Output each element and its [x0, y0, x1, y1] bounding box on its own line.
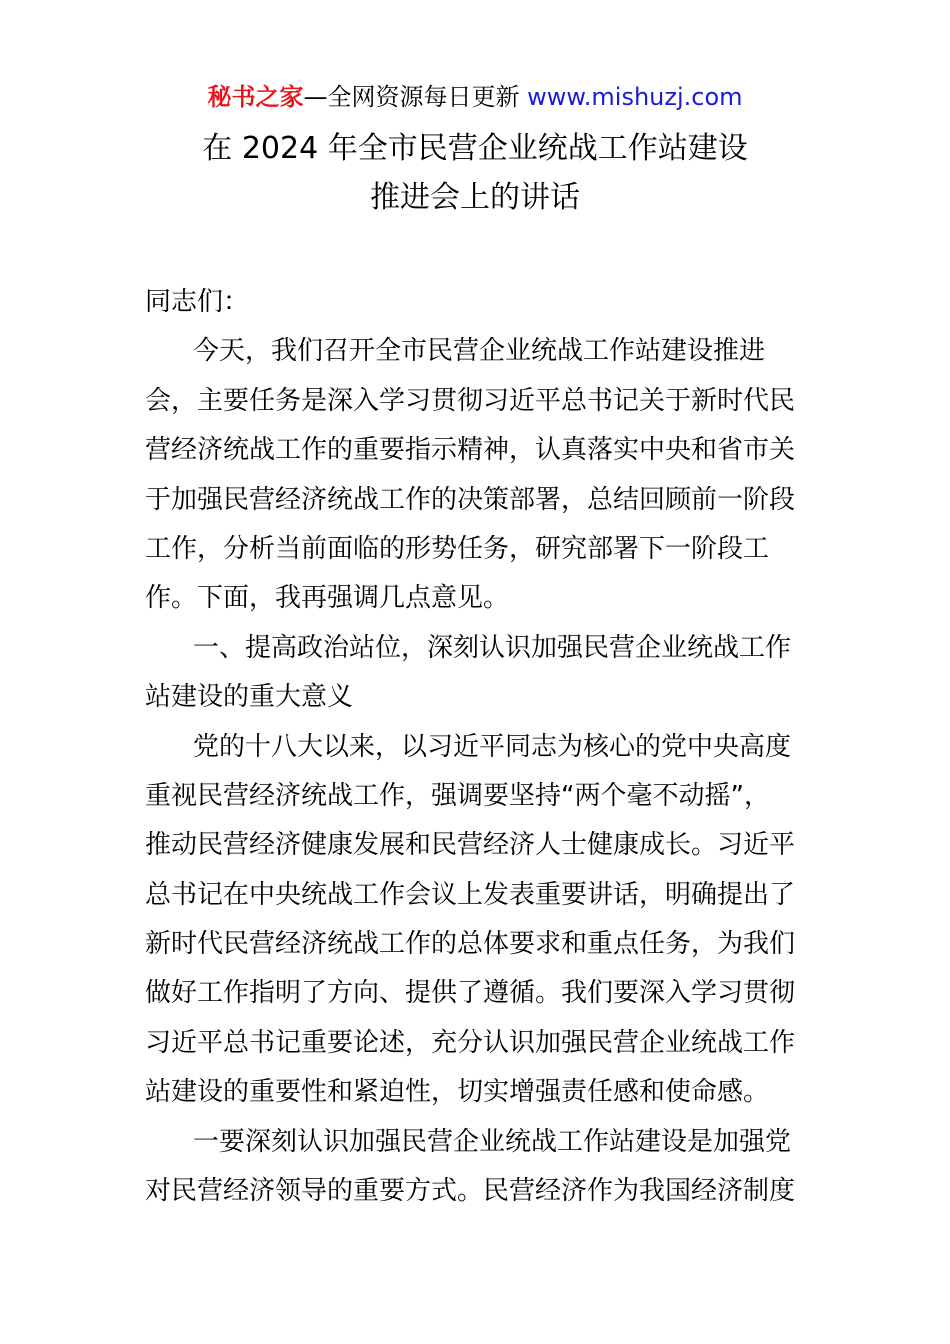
paragraph-line: 作。下面，我再强调几点意见。: [145, 583, 510, 614]
site-brand: 秘书之家: [207, 83, 304, 111]
section-heading-line: 站建设的重大意义: [145, 682, 354, 713]
paragraph-line: 习近平总书记重要论述，充分认识加强民营企业统战工作: [145, 1027, 796, 1058]
site-tagline: —全网资源每日更新: [303, 83, 528, 111]
section-heading-line: 一、提高政治站位，深刻认识加强民营企业统战工作: [193, 632, 792, 663]
paragraph-line: 站建设的重要性和紧迫性，切实增强责任感和使命感。: [145, 1077, 770, 1108]
speech-body: [145, 278, 808, 1216]
paragraph-line: 会，主要任务是深入学习贯彻习近平总书记关于新时代民: [145, 385, 796, 416]
document-title-line-2: 推进会上的讲话: [370, 180, 580, 215]
salutation: 同志们：: [145, 287, 250, 317]
paragraph-line: 党的十八大以来，以习近平同志为核心的党中央高度: [193, 731, 792, 762]
paragraph-line: 新时代民营经济统战工作的总体要求和重点任务，为我们: [145, 929, 796, 960]
paragraph-line: 重视民营经济统战工作，强调要坚持“两个毫不动摇”，: [145, 780, 770, 811]
paragraph-line: 营经济统战工作的重要指示精神，认真落实中央和省市关: [145, 435, 796, 466]
paragraph-line: 对民营经济领导的重要方式。民营经济作为我国经济制度: [145, 1176, 796, 1207]
paragraph-line: 工作，分析当前面临的形势任务，研究部署下一阶段工: [145, 533, 770, 564]
document-title-line-1: 在 2024 年全市民营企业统战工作站建设: [202, 131, 748, 166]
site-header: [0, 82, 950, 112]
site-url[interactable]: www.mishuzj.com: [527, 83, 743, 111]
paragraph-line: 于加强民营经济统战工作的决策部署，总结回顾前一阶段: [145, 484, 796, 515]
paragraph-line: 一要深刻认识加强民营企业统战工作站建设是加强党: [193, 1126, 792, 1157]
paragraph-line: 推动民营经济健康发展和民营经济人士健康成长。习近平: [145, 830, 796, 861]
paragraph-line: 总书记在中央统战工作会议上发表重要讲话，明确提出了: [145, 879, 796, 910]
paragraph-line: 今天，我们召开全市民营企业统战工作站建设推进: [193, 336, 766, 367]
paragraph-line: 做好工作指明了方向、提供了遵循。我们要深入学习贯彻: [145, 978, 796, 1009]
